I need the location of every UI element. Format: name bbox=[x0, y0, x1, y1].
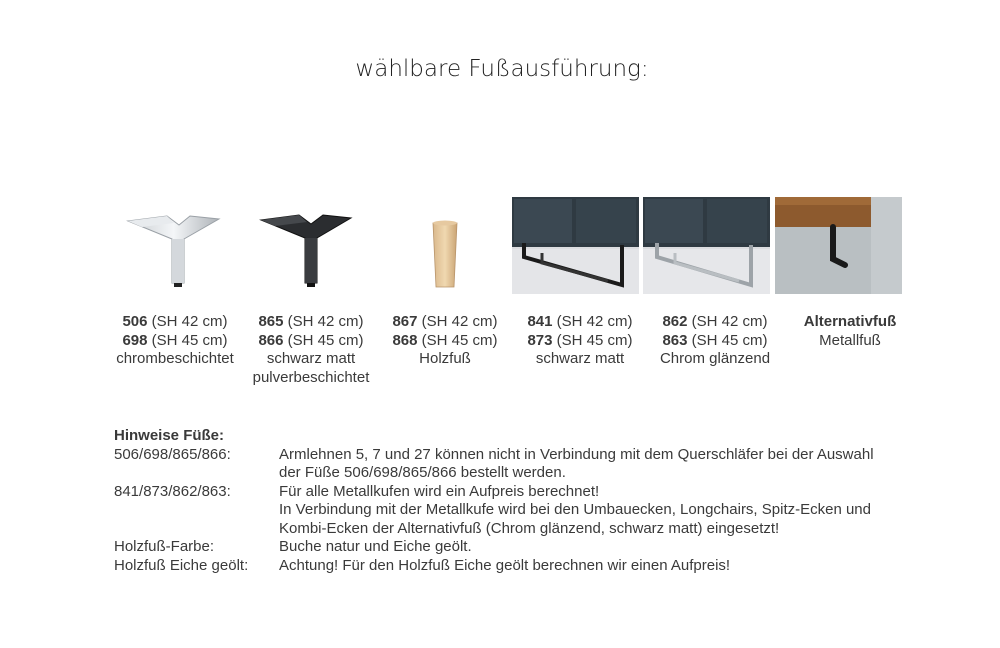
code: 841 bbox=[527, 313, 553, 330]
finish: schwarz matt bbox=[535, 350, 625, 367]
note-row: In Verbindung mit der Metallkufe wird bei den Umbauecken, Longchairs, Spitz-Ecken und bbox=[279, 501, 871, 518]
finish: chrombeschichtet bbox=[116, 350, 234, 367]
black-runner-image bbox=[512, 197, 639, 294]
finish: Chrom glänzend bbox=[659, 350, 771, 367]
notes-heading: Hinweise Füße: bbox=[114, 427, 225, 444]
code: 867 bbox=[392, 313, 418, 330]
code: 873 bbox=[527, 331, 553, 349]
caption-865-866: 865 (SH 42 cm) 866 (SH 45 cm) schwarz matt pulverbeschichtet bbox=[236, 313, 386, 387]
code: 866 bbox=[258, 331, 284, 349]
note-row: 506/698/865/866: Armlehnen 5, 7 und 27 können nicht in Verbindung mit dem Querschläfer bei der Auswahl bbox=[114, 445, 874, 463]
finish: schwarz matt bbox=[266, 350, 356, 367]
notes-section bbox=[114, 427, 914, 575]
code: 865 bbox=[258, 313, 284, 330]
wooden-leg-image bbox=[382, 197, 509, 294]
code: 506 bbox=[122, 313, 148, 330]
note-row: Holzfuß Eiche geölt: Achtung! Für den Holzfuß Eiche geölt berechnen wir einen Aufpreis! bbox=[114, 556, 731, 574]
alternative-foot-image bbox=[775, 197, 902, 294]
code: 863 bbox=[662, 331, 688, 349]
caption-862-863: 862 (SH 42 cm) 863 (SH 45 cm) Chrom glänzend bbox=[640, 313, 790, 369]
chrome-runner-image bbox=[643, 197, 770, 294]
note-row: Kombi-Ecken der Alternativfuß (Chrom glänzend, schwarz matt) eingesetzt! bbox=[279, 519, 780, 537]
note-row: der Füße 506/698/865/866 bestellt werden. bbox=[279, 464, 566, 481]
finish: pulverbeschichtet bbox=[252, 368, 370, 386]
caption-841-873: 841 (SH 42 cm) 873 (SH 45 cm) schwarz matt bbox=[505, 313, 655, 369]
code: 868 bbox=[392, 331, 418, 349]
chrome-leg-image bbox=[112, 197, 239, 294]
finish: Holzfuß bbox=[419, 350, 471, 367]
code: Alternativfuß bbox=[803, 313, 897, 330]
caption-506-698: 506 (SH 42 cm) 698 (SH 45 cm) chrombeschichtet bbox=[100, 313, 250, 369]
note-row: 841/873/862/863: Für alle Metallkufen wird ein Aufpreis berechnet! bbox=[114, 482, 600, 500]
black-leg-image bbox=[247, 197, 374, 294]
finish: Metallfuß bbox=[819, 331, 881, 349]
page-title: wählbare Fußausführung: bbox=[355, 56, 649, 82]
note-row: Holzfuß-Farbe: Buche natur und Eiche geölt. bbox=[114, 538, 472, 555]
code: 698 bbox=[122, 331, 148, 349]
caption-alternative bbox=[775, 313, 925, 350]
caption-867-868: 867 (SH 42 cm) 868 (SH 45 cm) Holzfuß bbox=[370, 313, 520, 369]
code: 862 bbox=[662, 313, 688, 330]
